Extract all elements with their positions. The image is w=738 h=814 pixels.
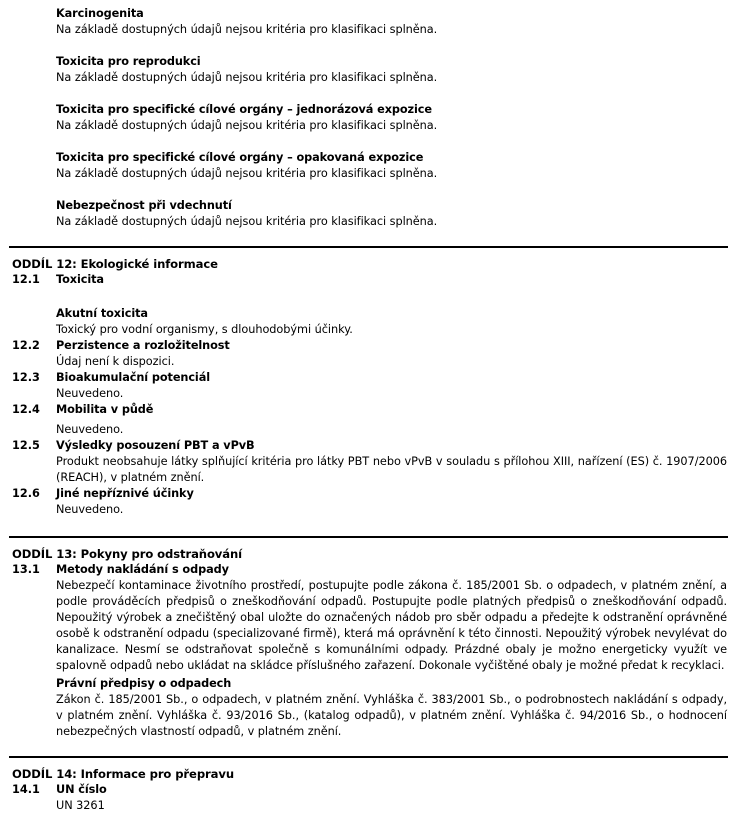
section-13-disposal-considerations	[12, 538, 727, 740]
item-12-2-heading: Perzistence a rozložitelnost	[56, 339, 230, 352]
item-13-1-text: Nebezpečí kontaminace životního prostředí, postupujte podle zákona č. 185/2001 Sb. o odpadech, v platném znění, a podle prováděcích předpisů o zneškodňování odpadů. Postupujte podle platných předpisů o zneškodňování odpadů. Nepoužitý výrobek a znečištěný obal uložte do označených nádob pro sběr odpadu a předejte k odstranění oprávněné osobě k odstranění odpadu (specializované firmě), která má oprávnění k této činnosti. Nepoužitý výrobek nevylévat do kanalizace. Nesmí se odstraňovat společně s komunálními odpady. Prázdné obaly je možno energeticky využít ve spalovně odpadů nebo ukládat na skládce příslušného zařazení. Dokonale vyčištěné obaly je možné předat k recyklaci.	[56, 579, 727, 672]
item-14-1-number: 14.1	[12, 783, 40, 796]
item-12-5-number: 12.5	[12, 439, 40, 452]
item-12-4-number: 12.4	[12, 403, 40, 416]
waste-legislation-heading: Právní předpisy o odpadech	[56, 677, 232, 690]
spacer	[12, 288, 727, 306]
section-13-title: ODDÍL 13: Pokyny pro odstraňování	[12, 547, 243, 561]
item-12-3-number: 12.3	[12, 371, 40, 384]
hazard-block-stot-single-exposure	[56, 102, 726, 134]
hazard-classification-list	[0, 0, 738, 230]
item-12-4-text: Neuvedeno.	[56, 423, 124, 436]
hazard-block-text: Na základě dostupných údajů nejsou kritéria pro klasifikaci splněna.	[56, 119, 438, 132]
spacer	[0, 518, 738, 536]
item-12-5-heading: Výsledky posouzení PBT a vPvB	[56, 439, 255, 452]
item-12-6	[12, 486, 727, 518]
item-14-1-heading: UN číslo	[56, 783, 107, 796]
item-12-2	[12, 338, 727, 370]
hazard-block-carcinogenicity	[56, 6, 726, 38]
item-14-1-text: UN 3261	[56, 799, 105, 812]
section-12-ecological-information	[12, 248, 727, 518]
item-12-1-acute-toxicity	[12, 306, 727, 338]
acute-toxicity-text: Toxický pro vodní organismy, s dlouhodobými účinky.	[56, 323, 353, 336]
waste-legislation-text: Zákon č. 185/2001 Sb., o odpadech, v platném znění. Vyhláška č. 383/2001 Sb., o podrobnostech nakládání s odpady, v platném znění. Vyhláška č. 93/2016 Sb., (katalog odpadů), v platném znění. Vyhláška č. 94/2016 Sb., o hodnocení nebezpečných vlastností odpadů, v platném znění.	[56, 693, 727, 738]
spacer	[0, 740, 738, 756]
section-14-transport-information	[12, 758, 727, 814]
hazard-block-aspiration-hazard	[56, 198, 726, 230]
item-12-6-heading: Jiné nepříznivé účinky	[56, 487, 194, 500]
item-12-2-number: 12.2	[12, 339, 40, 352]
item-12-3-text: Neuvedeno.	[56, 387, 124, 400]
section-12-title: ODDÍL 12: Ekologické informace	[12, 257, 218, 271]
hazard-block-stot-repeated-exposure	[56, 150, 726, 182]
hazard-block-text: Na základě dostupných údajů nejsou kritéria pro klasifikaci splněna.	[56, 23, 438, 36]
item-12-3	[12, 370, 727, 402]
item-14-1	[12, 782, 727, 814]
item-12-1-heading: Toxicita	[56, 273, 104, 286]
section-14-title: ODDÍL 14: Informace pro přepravu	[12, 767, 234, 781]
item-13-1	[12, 562, 727, 740]
hazard-block-heading: Nebezpečnost při vdechnutí	[56, 199, 232, 212]
item-12-6-number: 12.6	[12, 487, 40, 500]
hazard-block-heading: Toxicita pro reprodukci	[56, 55, 201, 68]
item-12-5	[12, 438, 727, 486]
item-12-1-number: 12.1	[12, 273, 40, 286]
hazard-block-text: Na základě dostupných údajů nejsou kritéria pro klasifikaci splněna.	[56, 215, 438, 228]
item-13-1-number: 13.1	[12, 563, 40, 576]
item-12-1	[12, 272, 727, 288]
hazard-block-heading: Karcinogenita	[56, 7, 144, 20]
acute-toxicity-heading: Akutní toxicita	[56, 307, 148, 320]
item-12-5-text: Produkt neobsahuje látky splňující kritéria pro látky PBT nebo vPvB v souladu s přílohou XIII, nařízení (ES) č. 1907/2006 (REACH), v platném znění.	[56, 455, 727, 484]
hazard-block-text: Na základě dostupných údajů nejsou kritéria pro klasifikaci splněna.	[56, 167, 438, 180]
hazard-block-reproductive-toxicity	[56, 54, 726, 86]
hazard-block-heading: Toxicita pro specifické cílové orgány – jednorázová expozice	[56, 103, 432, 116]
item-12-3-heading: Bioakumulační potenciál	[56, 371, 210, 384]
item-12-2-text: Údaj není k dispozici.	[56, 355, 175, 368]
hazard-block-text: Na základě dostupných údajů nejsou kritéria pro klasifikaci splněna.	[56, 71, 438, 84]
hazard-block-heading: Toxicita pro specifické cílové orgány – opakovaná expozice	[56, 151, 424, 164]
item-12-6-text: Neuvedeno.	[56, 503, 124, 516]
item-12-4-heading: Mobilita v půdě	[56, 403, 154, 416]
item-12-4	[12, 402, 727, 438]
item-13-1-heading: Metody nakládání s odpady	[56, 563, 229, 576]
